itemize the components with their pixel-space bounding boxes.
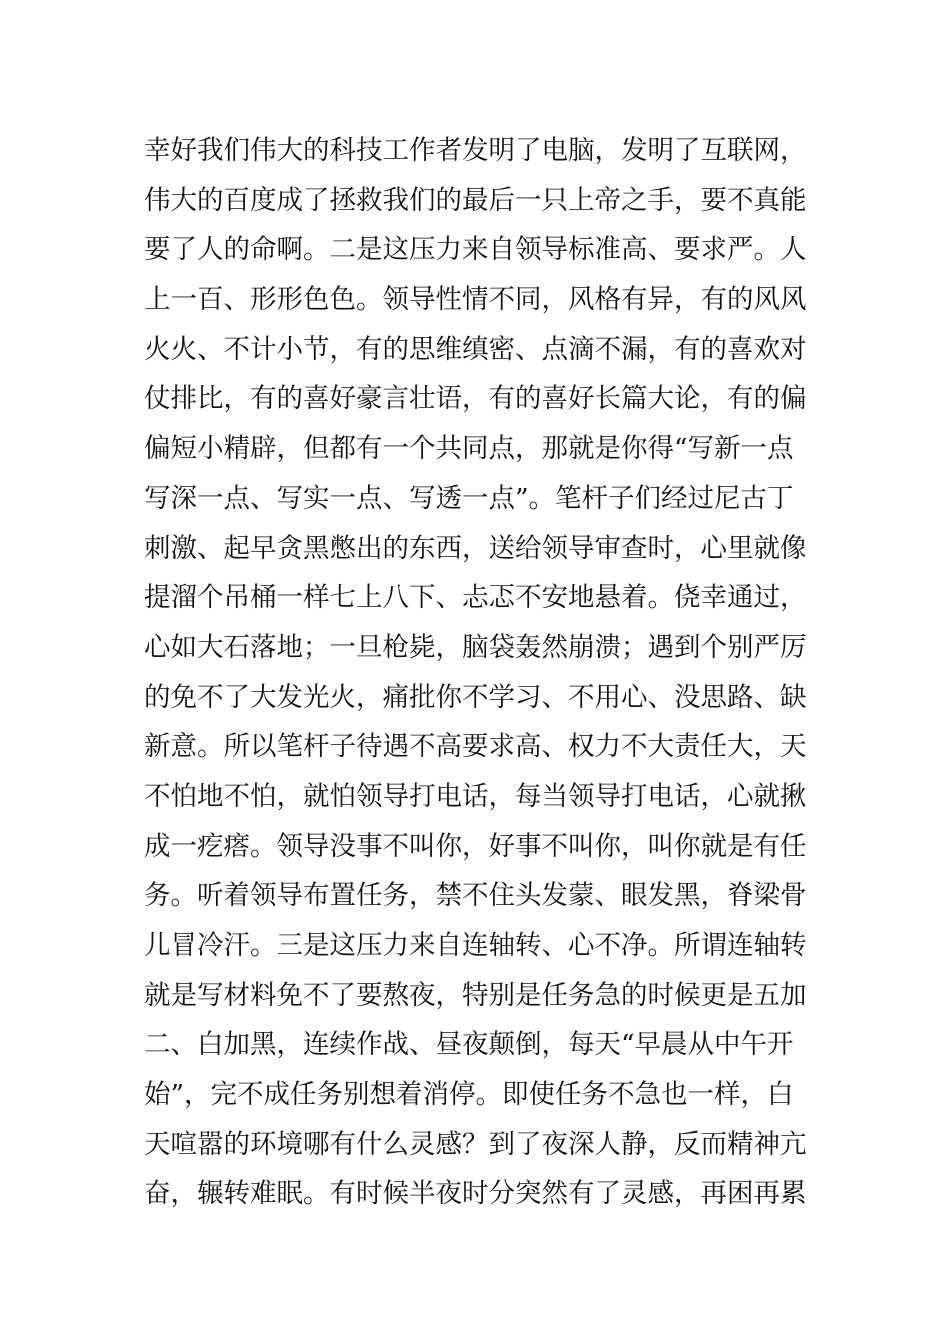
text-line: 仗排比，有的喜好豪言壮语，有的喜好长篇大论，有的偏 (144, 383, 807, 415)
text-line: 始”，完不成任务别想着消停。即使任务不急也一样，白 (144, 1079, 794, 1111)
text-line: 火火、不计小节，有的思维缜密、点滴不漏，有的喜欢对 (144, 333, 807, 365)
text-line: 要了人的命啊。二是这压力来自领导标准高、要求严。人 (144, 234, 807, 266)
text-line: 就是写材料免不了要熬夜，特别是任务急的时候更是五加 (144, 979, 807, 1011)
text-line: 伟大的百度成了拯救我们的最后一只上帝之手，要不真能 (144, 184, 807, 216)
text-line: 奋，辗转难眠。有时候半夜时分突然有了灵感，再困再累 (144, 1178, 807, 1210)
text-line: 成一疙瘩。领导没事不叫你，好事不叫你，叫你就是有任 (144, 830, 807, 862)
text-line: 写深一点、写实一点、写透一点”。笔杆子们经过尼古丁 (144, 482, 794, 514)
text-line: 的免不了大发光火，痛批你不学习、不用心、没思路、缺 (144, 681, 807, 713)
text-line: 儿冒冷汗。三是这压力来自连轴转、心不净。所谓连轴转 (144, 930, 807, 961)
text-line: 不怕地不怕，就怕领导打电话，每当领导打电话，心就揪 (144, 780, 807, 812)
text-line: 心如大石落地；一旦枪毙，脑袋轰然崩溃；遇到个别严厉 (144, 631, 807, 663)
body-text (144, 126, 814, 1219)
text-line: 提溜个吊桶一样七上八下、忐忑不安地悬着。侥幸通过， (144, 582, 807, 614)
text-line: 幸好我们伟大的科技工作者发明了电脑，发明了互联网， (144, 135, 807, 166)
text-line: 务。听着领导布置任务，禁不住头发蒙、眼发黑，脊梁骨 (144, 880, 807, 912)
text-line: 新意。所以笔杆子待遇不高要求高、权力不大责任大，天 (144, 731, 807, 763)
text-line: 偏短小精辟，但都有一个共同点，那就是你得“写新一点 (144, 433, 794, 465)
text-line: 天喧嚣的环境哪有什么灵感？到了夜深人静，反而精神亢 (144, 1128, 807, 1160)
text-line: 刺激、起早贪黑憋出的东西，送给领导审查时，心里就像 (144, 532, 807, 564)
text-line: 上一百、形形色色。领导性情不同，风格有异，有的风风 (144, 284, 807, 316)
text-line: 二、白加黑，连续作战、昼夜颠倒，每天“早晨从中午开 (144, 1029, 794, 1061)
